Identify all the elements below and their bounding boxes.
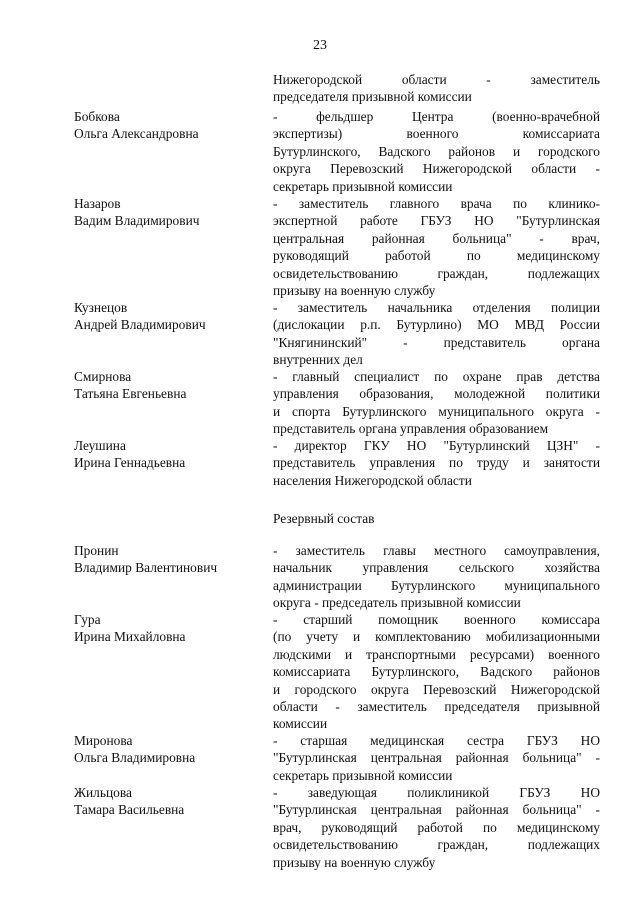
member-role [273,368,600,438]
role-line: округа Перевозский Нижегородской области - [273,161,600,177]
role-line: экспертизы) военного комиссариата [273,126,600,142]
member-given-names: Тамара Васильевна [74,802,185,818]
role-line: (по учету и комплектованию мобилизационными [273,629,600,645]
role-line: Нижегородской области - заместитель [273,72,600,87]
member-surname: Гура [74,612,101,627]
member-given-names: Владимир Валентинович [74,560,218,576]
member-given-names: Ольга Александровна [74,126,199,142]
role-line: населения Нижегородской области [273,472,472,488]
role-line: и спорта Бутурлинского муниципального округа - [273,403,600,419]
role-line: внутренних дел [273,352,363,368]
member-given-names: Ольга Владимировна [74,750,196,766]
role-line: призыву на военную службу [273,283,436,299]
role-line: секретарь призывной комиссии [273,178,453,194]
role-line: руководящий работой по медицинскому [273,248,600,264]
member-given-names: Ирина Михайловна [74,629,186,645]
member-surname: Миронова [74,733,133,748]
member-role [273,71,600,106]
member-role [273,437,600,489]
role-line: Бутурлинского, Вадского районов и городского [273,143,600,159]
member-role [273,195,600,299]
role-line: начальник управления сельского хозяйства [273,560,600,576]
member-role [273,542,600,612]
role-line: управления образования, молодежной политики [273,386,600,402]
role-line: - фельдшер Центра (военно-врачебной [273,109,600,124]
role-line: - заведующая поликлиникой ГБУЗ НО [273,785,600,800]
role-line: председателя призывной комиссии [273,89,472,105]
role-line: администрации Бутурлинского муниципального [273,577,600,593]
role-line: представитель органа управления образованием [273,421,549,437]
role-line: комиссии [273,716,328,732]
member-given-names: Татьяна Евгеньевна [74,386,187,402]
role-line: экспертной работе ГБУЗ НО "Бутурлинская [273,213,600,229]
reserve-section-heading: Резервный состав [273,511,375,526]
role-line: центральная районная больница" - врач, [273,230,600,246]
role-line: освидетельствованию граждан, подлежащих [273,265,600,281]
member-surname: Кузнецов [74,300,128,315]
role-line: округа - председатель призывной комиссии [273,595,521,611]
member-name [74,299,269,334]
member-surname: Пронин [74,543,119,558]
role-line: секретарь призывной комиссии [273,767,453,783]
role-line: - старшая медицинская сестра ГБУЗ НО [273,733,600,748]
page-number: 23 [313,38,327,53]
member-surname: Жильцова [74,785,132,800]
member-given-names: Вадим Владимирович [74,213,200,229]
role-line: "Бутурлинская центральная районная больница" - [273,802,600,818]
role-line: и городского округа Перевозский Нижегородской [273,681,600,697]
role-line: (дислокации р.п. Бутурлино) МО МВД России [273,317,600,333]
role-line: призыву на военную службу [273,854,436,870]
role-line: комиссариата Бутурлинского, Вадского районов [273,664,600,680]
role-line: - директор ГКУ НО "Бутурлинский ЦЗН" - [273,438,600,453]
member-role [273,784,600,871]
member-name [74,195,269,230]
member-name [74,368,269,403]
member-role [273,611,600,733]
member-given-names: Андрей Владимирович [74,317,206,333]
role-line: "Княгининский" - представитель органа [273,334,600,350]
role-line: области - заместитель председателя призывной [273,699,600,715]
member-role [273,732,600,784]
member-name [74,784,269,819]
member-surname: Назаров [74,196,121,211]
role-line: "Бутурлинская центральная районная больница" - [273,750,600,766]
member-surname: Смирнова [74,369,132,384]
member-surname: Леушина [74,438,126,453]
member-given-names: Ирина Геннадьевна [74,455,186,471]
role-line: - старший помощник военного комиссара [273,612,600,627]
member-role [273,108,600,195]
member-name [74,437,269,472]
member-name [74,611,269,646]
member-surname: Бобкова [74,109,120,124]
member-name [74,732,269,767]
role-line: освидетельствованию граждан, подлежащих [273,837,600,853]
role-line: представитель управления по труду и занятости [273,455,600,471]
role-line: врач, руководящий работой по медицинскому [273,819,600,835]
role-line: - заместитель главы местного самоуправления, [273,543,600,558]
role-line: - заместитель главного врача по клинико- [273,196,600,211]
member-role [273,299,600,369]
member-name [74,542,269,577]
role-line: - заместитель начальника отделения полиции [273,300,600,315]
role-line: - главный специалист по охране прав детства [273,369,600,384]
role-line: людскими и транспортными ресурсами) военного [273,646,600,662]
member-name [74,108,269,143]
